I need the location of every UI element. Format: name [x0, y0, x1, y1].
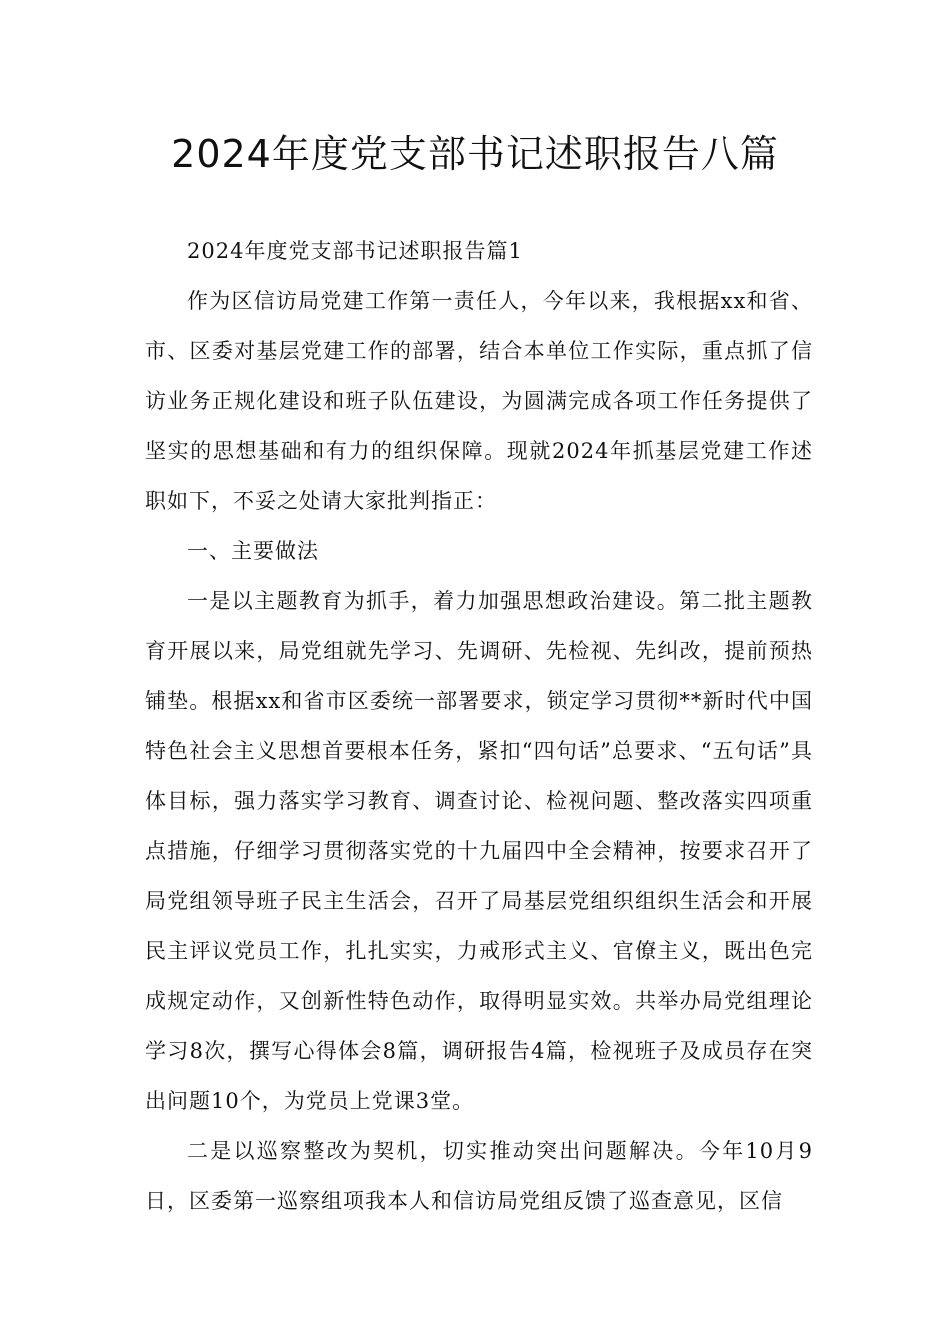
document-body — [145, 226, 813, 1226]
paragraph-intro: 作为区信访局党建工作第一责任人，今年以来，我根据xx和省、市、区委对基层党建工作的部署，结合本单位工作实际，重点抓了信访业务正规化建设和班子队伍建设，为圆满完成各项工作任务提供了坚实的思想基础和有力的组织保障。现就2024年抓基层党建工作述职如下，不妥之处请大家批判指正： — [145, 289, 813, 513]
section-heading-report-1: 2024年度党支部书记述职报告篇1 — [187, 239, 523, 263]
document-title: 2024年度党支部书记述职报告八篇 — [171, 132, 779, 176]
section-heading-main-practices: 一、主要做法 — [187, 539, 319, 563]
paragraph-theme-education: 一是以主题教育为抓手，着力加强思想政治建设。第二批主题教育开展以来，局党组就先学习、先调研、先检视、先纠改，提前预热铺垫。根据xx和省市区委统一部署要求，锁定学习贯彻**新时代中国特色社会主义思想首要根本任务，紧扣“四句话”总要求、“五句话”具体目标，强力落实学习教育、调查讨论、检视问题、整改落实四项重点措施，仔细学习贯彻落实党的十九届四中全会精神，按要求召开了局党组领导班子民主生活会，召开了局基层党组织组织生活会和开展民主评议党员工作，扎扎实实，力戒形式主义、官僚主义，既出色完成规定动作，又创新性特色动作，取得明显实效。共举办局党组理论学习8次，撰写心得体会8篇，调研报告4篇，检视班子及成员存在突出问题10个，为党员上党课3堂。 — [145, 589, 813, 1113]
paragraph-inspection-rectification: 二是以巡察整改为契机，切实推动突出问题解决。今年10月9日，区委第一巡察组项我本人和信访局党组反馈了巡查意见，区信 — [145, 1139, 813, 1213]
